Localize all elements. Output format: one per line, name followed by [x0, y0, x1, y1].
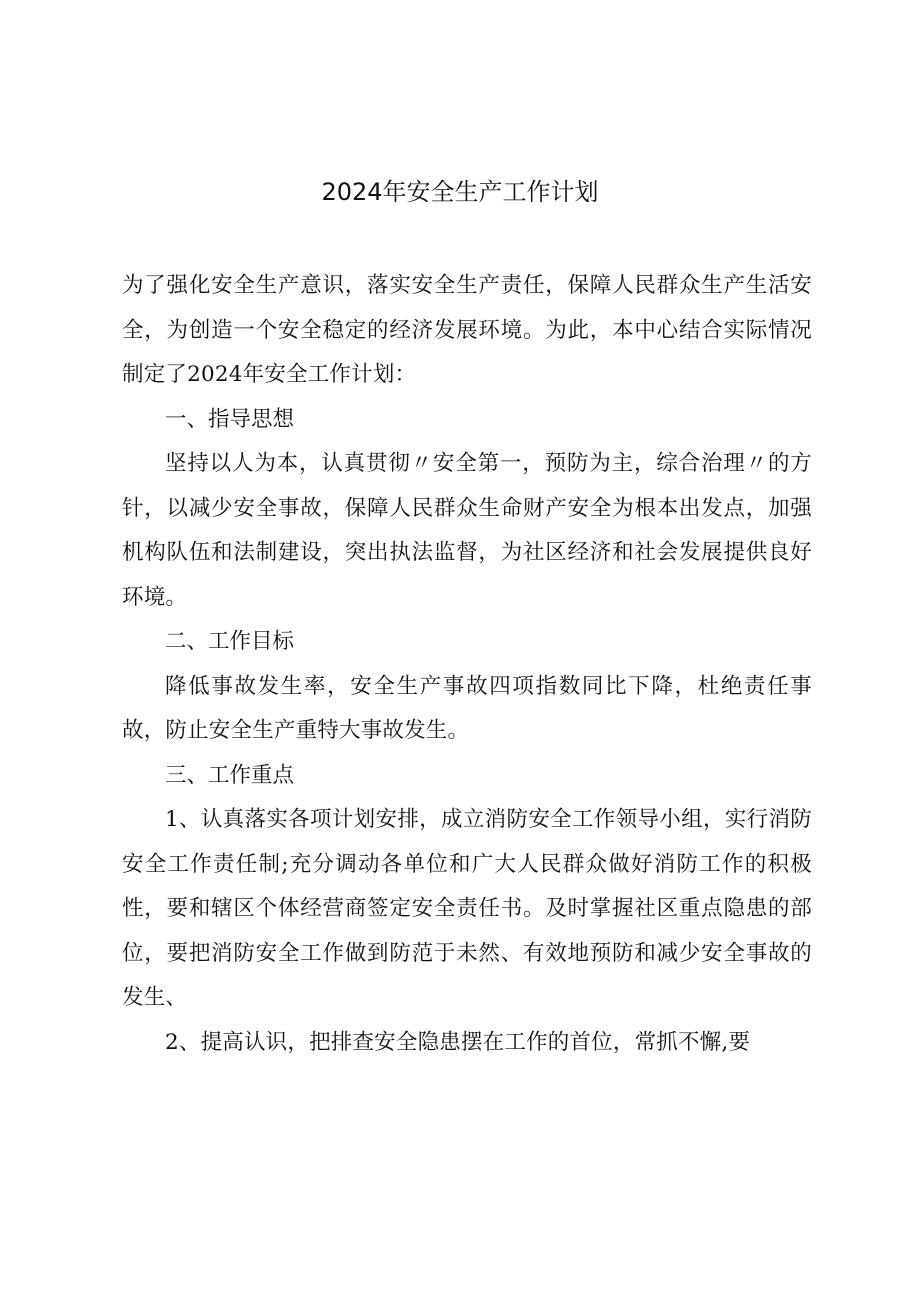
work-focus-item-1: 1、认真落实各项计划安排，成立消防安全工作领导小组，实行消防安全工作责任制;充分调动各单位和广大人民群众做好消防工作的积极性，要和辖区个体经营商签定安全责任书。及时掌握社区重点隐患的部位，要把消防安全工作做到防范于未然、有效地预防和减少安全事故的发生、 [122, 807, 812, 1010]
document-body [122, 264, 812, 1065]
intro-paragraph: 为了强化安全生产意识，落实安全生产责任，保障人民群众生产生活安全，为创造一个安全稳定的经济发展环境。为此，本中心结合实际情况制定了2024年安全工作计划： [122, 273, 812, 387]
document-title: 2024年安全生产工作计划 [321, 178, 599, 206]
section-heading-work-focus: 三、工作重点 [165, 762, 295, 788]
section-paragraph-guiding-ideology: 坚持以人为本，认真贯彻〃安全第一，预防为主，综合治理〃的方针，以减少安全事故，保障人民群众生命财产安全为根本出发点，加强机构队伍和法制建设，突出执法监督，为社区经济和社会发展提供良好环境。 [122, 451, 812, 610]
section-paragraph-work-goals: 降低事故发生率，安全生产事故四项指数同比下降，杜绝责任事故，防止安全生产重特大事故发生。 [122, 673, 812, 743]
section-heading-guiding-ideology: 一、指导思想 [165, 406, 295, 432]
section-heading-work-goals: 二、工作目标 [165, 629, 295, 654]
work-focus-item-2: 2、提高认识，把排查安全隐患摆在工作的首位，常抓不懈,要 [165, 1029, 751, 1055]
